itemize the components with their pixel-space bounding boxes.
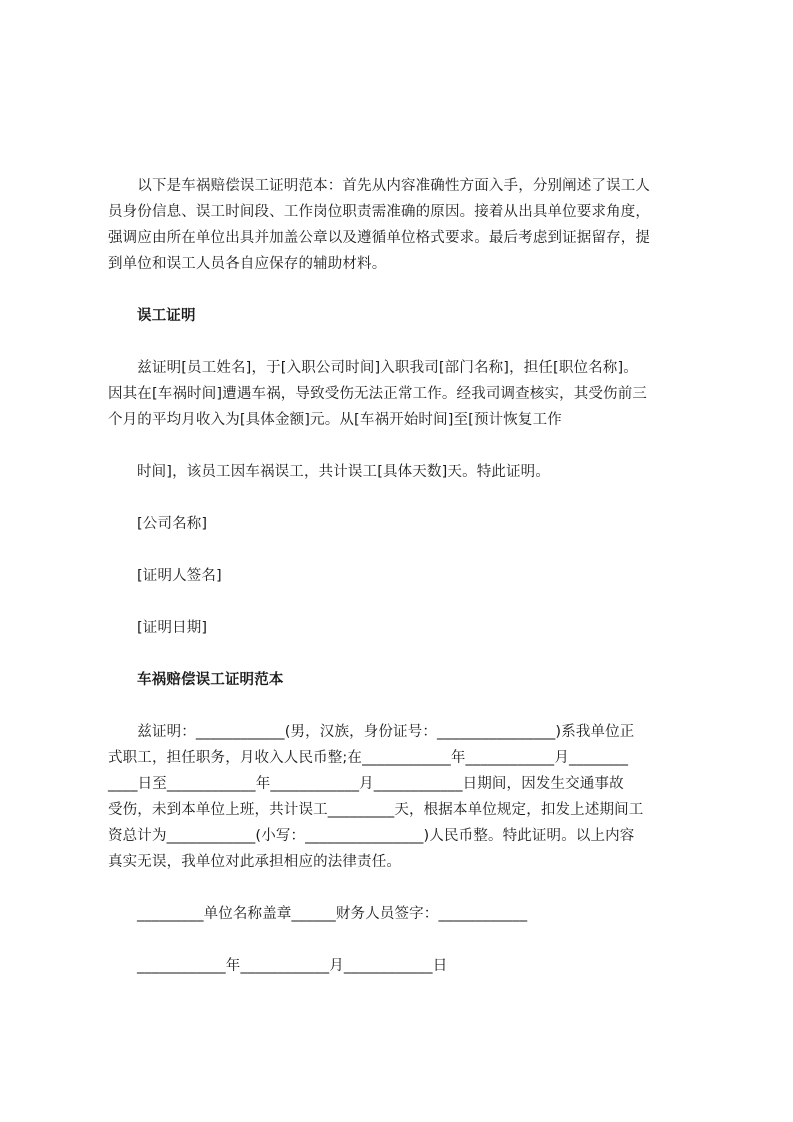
signer-placeholder: [证明人签名] — [137, 568, 222, 584]
intro-line-1: 以下是车祸赔偿误工证明范本：首先从内容准确性方面入手，分别阐述了误工人 — [108, 178, 651, 194]
section2-body-line-3: ____日至____________年____________月____________日期间，因发生交通事故 — [108, 776, 624, 792]
section2-body-line-5: 资总计为____________(小写：________________)人民币整。特此证明。以上内容 — [108, 828, 635, 844]
section-title-absence-certificate: 误工证明 — [137, 308, 196, 324]
section2-body-line-4: 受伤，未到本单位上班，共计误工_________天，根据本单位规定，扣发上述期间工 — [108, 802, 644, 818]
section1-body-line-3: 个月的平均月收入为[具体金额]元。从[车祸开始时间]至[预计恢复工作 — [108, 412, 562, 428]
date-fill-line: ____________年____________月____________日 — [137, 958, 448, 974]
date-placeholder: [证明日期] — [137, 620, 208, 636]
intro-line-4: 到单位和误工人员各自应保存的辅助材料。 — [108, 256, 387, 272]
section1-continuation: 时间]，该员工因车祸误工，共计误工[具体天数]天。特此证明。 — [137, 464, 550, 480]
section1-body-line-2: 因其在[车祸时间]遭遇车祸，导致受伤无法正常工作。经我司调查核实，其受伤前三 — [108, 386, 648, 402]
stamp-signature-line: _________单位名称盖章______财务人员签字：____________ — [137, 906, 528, 922]
intro-line-3: 强调应由所在单位出具并加盖公章以及遵循单位格式要求。最后考虑到证据留存，提 — [108, 230, 651, 246]
section2-body-line-2: 式职工，担任职务，月收入人民币整;在____________年____________月________ — [108, 750, 629, 766]
company-name-placeholder: [公司名称] — [137, 516, 208, 532]
section1-body-line-1: 兹证明[员工姓名]，于[入职公司时间]入职我司[部门名称]，担任[职位名称]。 — [108, 360, 638, 376]
intro-line-2: 员身份信息、误工时间段、工作岗位职责需准确的原因。接着从出具单位要求角度， — [108, 204, 651, 220]
section2-body-line-6: 真实无误，我单位对此承担相应的法律责任。 — [108, 854, 401, 870]
section-title-template: 车祸赔偿误工证明范本 — [137, 672, 284, 688]
section2-body-line-1: 兹证明：____________(男，汉族，身份证号：________________)系我单位正 — [108, 724, 635, 740]
